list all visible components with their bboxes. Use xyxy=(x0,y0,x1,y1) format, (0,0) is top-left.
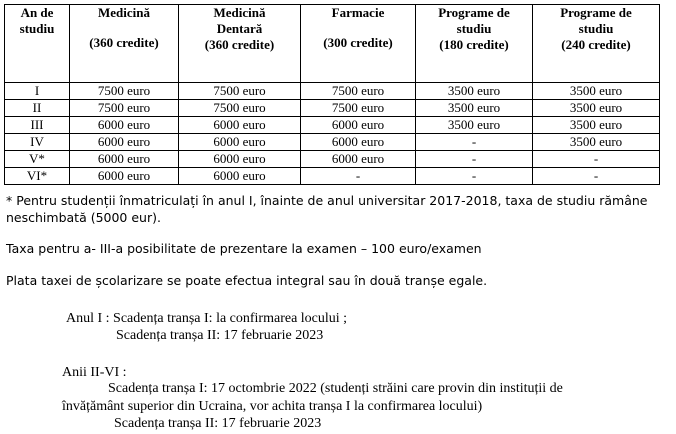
anul-i-line-1: Anul I : Scadența tranșa I: la confirmarea locului ; xyxy=(66,311,348,326)
table-cell: 6000 euro xyxy=(70,117,179,134)
tuition-fees-table xyxy=(4,4,660,185)
header-credits: (300 credite) xyxy=(323,35,393,50)
anii-line-3: Scadența tranșa II: 17 februarie 2023 xyxy=(114,416,322,431)
header-line: Farmacie xyxy=(331,5,385,20)
payment-text: Plata taxei de școlarizare se poate efectua integral sau în două tranșe egale. xyxy=(6,273,488,288)
table-cell: 6000 euro xyxy=(179,151,301,168)
table-cell: 3500 euro xyxy=(533,117,660,134)
header-credits: (360 credite) xyxy=(89,35,159,50)
header-line: studiu xyxy=(578,21,614,36)
table-cell: 6000 euro xyxy=(70,168,179,185)
header-programe-240 xyxy=(533,5,660,83)
table-cell: 3500 euro xyxy=(533,100,660,117)
table-row xyxy=(5,83,660,100)
table-cell: V* xyxy=(5,151,70,168)
table-cell: 7500 euro xyxy=(301,100,416,117)
table-cell: I xyxy=(5,83,70,100)
header-line: studiu xyxy=(19,21,55,36)
table-header-row xyxy=(5,5,660,83)
table-row xyxy=(5,151,660,168)
header-credits: (180 credite) xyxy=(439,37,509,52)
table-cell: 3500 euro xyxy=(416,100,533,117)
table-cell: III xyxy=(5,117,70,134)
table-cell: 7500 euro xyxy=(70,100,179,117)
header-credits: (360 credite) xyxy=(204,37,275,52)
header-line: Medicină xyxy=(98,5,150,20)
table-row xyxy=(5,117,660,134)
table-cell: 6000 euro xyxy=(70,151,179,168)
table-cell: - xyxy=(301,168,416,185)
header-line: Programe de xyxy=(560,5,632,20)
table-cell: 6000 euro xyxy=(301,117,416,134)
header-medicina-dentara xyxy=(179,5,301,83)
table-cell: 3500 euro xyxy=(533,83,660,100)
table-cell: - xyxy=(533,151,660,168)
table-cell: 3500 euro xyxy=(533,134,660,151)
header-line: An de xyxy=(20,5,54,20)
table-cell: 3500 euro xyxy=(416,117,533,134)
table-cell: 7500 euro xyxy=(179,100,301,117)
header-an-de-studiu xyxy=(5,5,70,83)
table-cell: 6000 euro xyxy=(301,151,416,168)
footnote: * Pentru studenții înmatriculați în anul I, înainte de anul universitar 2017-2018, taxa de studiu rămâne neschimbată (5000 eur). xyxy=(6,193,648,225)
header-programe-180 xyxy=(416,5,533,83)
exam-fee-text: Taxa pentru a- III-a posibilitate de prezentare la examen – 100 euro/examen xyxy=(6,241,482,256)
table-cell: VI* xyxy=(5,168,70,185)
header-credits: (240 credite) xyxy=(561,37,631,52)
table-row xyxy=(5,168,660,185)
header-medicina xyxy=(70,5,179,83)
header-line: Medicină xyxy=(213,5,266,20)
anul-i-line-2: Scadența tranșa II: 17 februarie 2023 xyxy=(116,328,324,343)
table-cell: - xyxy=(416,134,533,151)
table-cell: 6000 euro xyxy=(70,134,179,151)
table-cell: 3500 euro xyxy=(416,83,533,100)
anii-line-1: Scadența tranșa I: 17 octombrie 2022 (studenți străini care provin din instituții de xyxy=(108,381,563,396)
table-cell: 6000 euro xyxy=(179,134,301,151)
table-cell: 7500 euro xyxy=(301,83,416,100)
header-line: studiu xyxy=(456,21,492,36)
header-line: Programe de xyxy=(438,5,510,20)
table-cell: - xyxy=(416,151,533,168)
anii-line-2: învățământ superior din Ucraina, vor achita tranșa I la confirmarea locului) xyxy=(62,399,483,414)
header-line: Dentară xyxy=(216,21,263,36)
table-cell: IV xyxy=(5,134,70,151)
anii-title: Anii II-VI : xyxy=(62,365,127,380)
table-cell: 7500 euro xyxy=(70,83,179,100)
table-cell: 6000 euro xyxy=(301,134,416,151)
table-cell: - xyxy=(416,168,533,185)
table-row xyxy=(5,134,660,151)
table-row xyxy=(5,100,660,117)
table-cell: II xyxy=(5,100,70,117)
header-farmacie xyxy=(301,5,416,83)
table-cell: 6000 euro xyxy=(179,168,301,185)
table-cell: 7500 euro xyxy=(179,83,301,100)
table-cell: 6000 euro xyxy=(179,117,301,134)
table-cell: - xyxy=(533,168,660,185)
